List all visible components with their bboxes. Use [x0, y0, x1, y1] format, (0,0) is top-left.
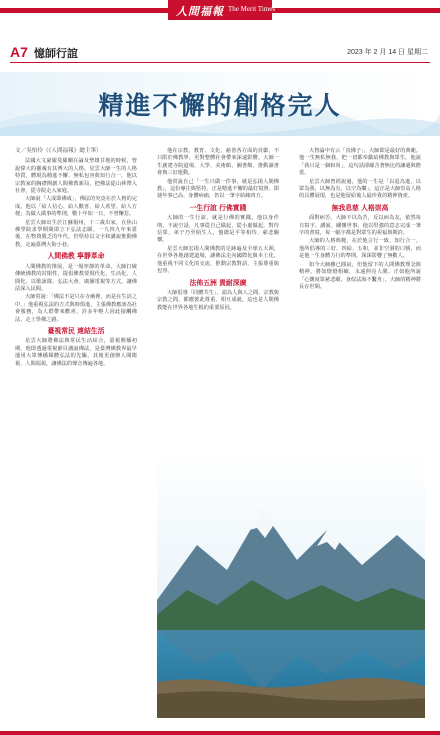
paragraph: 大師常說：「佛法不是只在寺廟裡，而是在生活之中。」他重視弘法的方式與時俱進，主張佛教應該為社會服務，為人群帶來歡喜。許多年輕人因此接觸佛法，走上學佛之路。: [15, 294, 137, 323]
mountain-lake-image: [157, 450, 425, 718]
paragraph: 大智論中有云「真佛子」，大師即是最好的典範。他一生無私無我，把一切都奉獻給佛教與眾生。他說「我只是一個和尚」，這句話卻蘊含著無比的謙遜與擔當。: [299, 148, 421, 177]
masthead: [0, 0, 440, 26]
paragraph: 法國大文豪羅曼羅蘭在論及聖雄甘地的時候，曾說偉大的靈魂有其博大的人格。星雲大師一生的人格特質，體現為精進不懈、無私包容與知行合一，他以宗教家的胸襟開創人間佛教新局，把佛法從山林帶入社會，從寺院走入家庭。: [15, 158, 137, 195]
page-number: A7: [10, 44, 28, 60]
section-divider: [10, 62, 430, 63]
logo-chinese: 人間福報: [176, 5, 224, 18]
footer-bar: [0, 731, 440, 735]
subheading: 法佈五洲 貴耐深廣: [189, 278, 247, 287]
subheading: 臺視常民 連結生活: [47, 326, 105, 335]
article-column-2: [157, 148, 279, 313]
paragraph: 他在宗教、教育、文化、慈善各方面的貢獻，不只限於佛教界，更對整體社會帶來深遠影響。大師一生創建寺院道場、大學、美術館、圖書館，推動讀書會與三好運動。: [157, 148, 279, 177]
subheading: 一生行誼 行佛實踐: [189, 203, 247, 212]
section-name: 憶師行誼: [34, 47, 78, 60]
paragraph: 面對病苦，大師不以為苦，反以病為友，依然每日寫字、講說、關懷世事。他以堅強的意志完成一筆字的書寫，每一幅字都是對眾生的祝福與期許。: [299, 215, 421, 237]
paragraph: 星雲大師曾經說過，他的一生是「以退為進，以眾為我，以無為有，以空為樂」。這正是大師崇高人格的具體展現，也是他留給後人最珍貴的精神資產。: [299, 178, 421, 200]
article-title: 精進不懈的創格完人: [98, 91, 342, 120]
paragraph: 星雲大師將佛法與常民生活結合，臺視開播初期，他即透過電視節目講說佛法，是臺灣佛教界最早運用大眾傳播媒體弘法的先驅。其後更創辦人間衛視、人間福報，讓佛法的聲音傳遍各地。: [15, 338, 137, 367]
paragraph: 如今大師雖已圓寂，但他留下的人間佛教理念與精神，將如燈燈相續，永遠照亮人間。正如他所說「心懷度眾慈悲願，身似法海不繫舟」，大師的精神將長存世間。: [299, 261, 421, 290]
paragraph: 星雲大師出生於江蘇揚州，十二歲出家，在焦山佛學院求學期間即立下弘法志願。一九四九年來臺後，在物資匱乏的年代，仍堅持以文字和講說推動佛教，走遍臺灣大街小巷。: [15, 219, 137, 248]
article-column-1: [15, 148, 137, 369]
paragraph: 星雲大師宏揚人間佛教的足跡遍及全球五大洲，在世界各地創建道場，讓佛法走向國際化與本土化。他重視不同文化的交流，推動宗教對話，主張尊重與包容。: [157, 245, 279, 275]
landscape-photo: [157, 450, 425, 718]
subheading: 人間佛教 寧靜革命: [47, 252, 105, 261]
paragraph: 大師倡導「同體共生」，認為人與人之間、宗教與宗教之間，都應彼此尊重、相互成就，這也是人間佛教能在世界各地生根的重要原因。: [157, 289, 279, 311]
byline: 文／吳怡伶（《人間福報》總主筆）: [15, 148, 102, 154]
paragraph: 他常說自己「一生只做一件事，就是弘揚人間佛教」，這份專注與堅持，正是精進不懈的最好寫照。即使年事已高、身體病痛，仍以一筆字結緣四方。: [157, 178, 279, 200]
paragraph: 大師的一生行誼，就是行佛的實踐。他以身作則，不說空話，凡事從自己做起，從小處做起。對待信眾、弟子乃至陌生人，他總是平等相待、慈悲關懷。: [157, 215, 279, 244]
issue-date: 2023 年 2 月 14 日 星期二: [347, 49, 428, 56]
paragraph: 人間佛教的推展，是一場寧靜的革命。大師打破傳統佛教的封閉性，提倡佛教要現代化、生活化、人間化，以歌詠隊、弘法大會、廣播電視等方式，讓佛法深入民間。: [15, 263, 137, 292]
paragraph: 大師說「人成即佛成」，佛法的究竟在於人格的完成。他以「給人信心、給人歡喜、給人希望、給人方便」為做人做事的準則，數十年如一日，不曾懈怠。: [15, 196, 137, 218]
logo-english: The Merit Times: [228, 5, 276, 13]
subheading: 無我息慈 人格崇高: [331, 203, 389, 212]
article-column-3: [299, 148, 421, 292]
paragraph: 大師的人格典範，在於他言行一致、知行合一。他所倡導的三好、四給、五和，並非空洞的口號，而是他一生身體力行的準則，深深影響了無數人。: [299, 238, 421, 260]
